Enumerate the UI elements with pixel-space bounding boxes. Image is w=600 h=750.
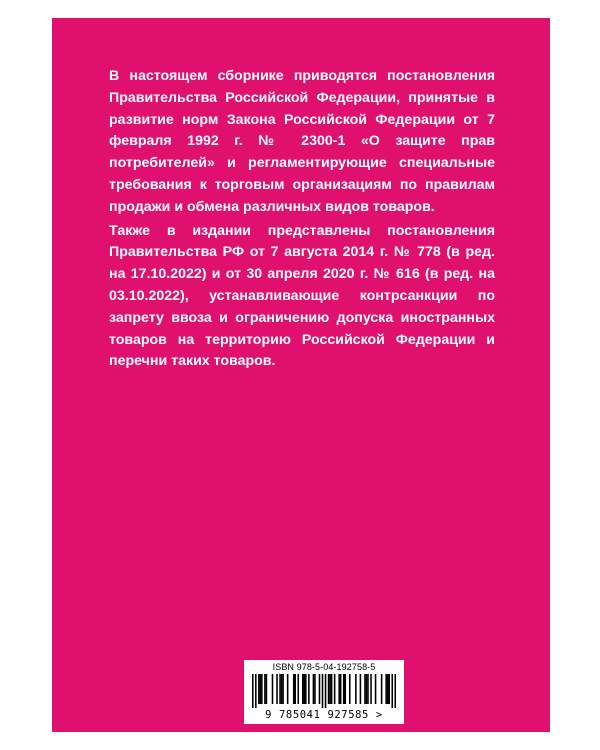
barcode-bar bbox=[355, 674, 357, 704]
back-cover bbox=[52, 18, 550, 732]
barcode-bar bbox=[387, 674, 389, 704]
barcode-digits: 9 785041 927585 > bbox=[265, 709, 383, 721]
barcode-bar bbox=[366, 674, 368, 704]
barcode-bar bbox=[343, 674, 345, 704]
barcode-bar bbox=[279, 674, 281, 704]
barcode-bar bbox=[325, 674, 327, 708]
barcode-bar bbox=[331, 674, 333, 704]
barcode-bar bbox=[282, 674, 284, 704]
annotation-paragraph-1: В настоящем сборнике приводятся постановления Правительства Российской Федерации, принятые в развитие норм Закона Российской Федерации от 7 февраля 1992 г. № 2300-1 «О защите прав потребителей» и регламентирующие специальные требования к торговым организациям по правилам продажи и обмена различных видов товаров. bbox=[109, 68, 495, 215]
barcode-bar bbox=[305, 674, 307, 704]
barcode-bar bbox=[375, 674, 377, 704]
barcode-bar bbox=[344, 674, 346, 704]
barcode-bar bbox=[308, 674, 310, 704]
barcode-bar bbox=[264, 674, 266, 704]
barcode-bar bbox=[314, 674, 316, 704]
barcode-bar bbox=[328, 674, 330, 704]
barcode-bar bbox=[258, 674, 260, 704]
barcode-bar bbox=[394, 674, 396, 708]
barcode-image bbox=[252, 674, 396, 708]
barcode-bar bbox=[313, 674, 315, 704]
barcode-bar bbox=[272, 674, 274, 704]
barcode-bar bbox=[293, 674, 295, 704]
annotation-paragraph-2: Также в издании представлены постановления Правительства РФ от 7 августа 2014 г. № 778 (в ред. на 17.10.2022) и от 30 апреля 2020 г. № 616 (в ред. на 03.10.2022), устанавливающие контрсанкции по запрету ввоза и ограничению допуска иностранных товаров на территорию Российской Федерации и перечни таких товаров. bbox=[109, 222, 495, 370]
barcode-bar bbox=[322, 674, 324, 708]
barcode-bar bbox=[349, 674, 351, 704]
barcode-bar bbox=[255, 674, 257, 708]
barcode-bar bbox=[338, 674, 340, 704]
annotation-text bbox=[109, 66, 495, 373]
barcode-bar bbox=[340, 674, 342, 704]
barcode-bar bbox=[266, 674, 268, 704]
barcode-bar bbox=[391, 674, 393, 708]
barcode-bar bbox=[304, 674, 306, 704]
barcode-bar bbox=[281, 674, 283, 704]
barcode-bar bbox=[367, 674, 369, 704]
barcode-bar bbox=[364, 674, 366, 704]
barcode-bar bbox=[261, 674, 263, 704]
barcode-bar bbox=[287, 674, 289, 704]
isbn-barcode-label bbox=[244, 660, 404, 724]
barcode-bar bbox=[370, 674, 372, 704]
barcode-bar bbox=[319, 674, 321, 704]
barcode-bar bbox=[276, 674, 278, 704]
barcode-bar bbox=[302, 674, 304, 704]
barcode-bar bbox=[260, 674, 262, 704]
barcode-bar bbox=[297, 674, 299, 704]
isbn-number: ISBN 978-5-04-192758-5 bbox=[272, 662, 376, 672]
barcode-bar bbox=[385, 674, 387, 704]
barcode-bar bbox=[252, 674, 254, 708]
barcode-bar bbox=[334, 674, 336, 704]
barcode-bar bbox=[294, 674, 296, 704]
barcode-bar bbox=[329, 674, 331, 704]
barcode-bar bbox=[388, 674, 390, 704]
barcode-bar bbox=[381, 674, 383, 704]
barcode-bar bbox=[360, 674, 362, 704]
